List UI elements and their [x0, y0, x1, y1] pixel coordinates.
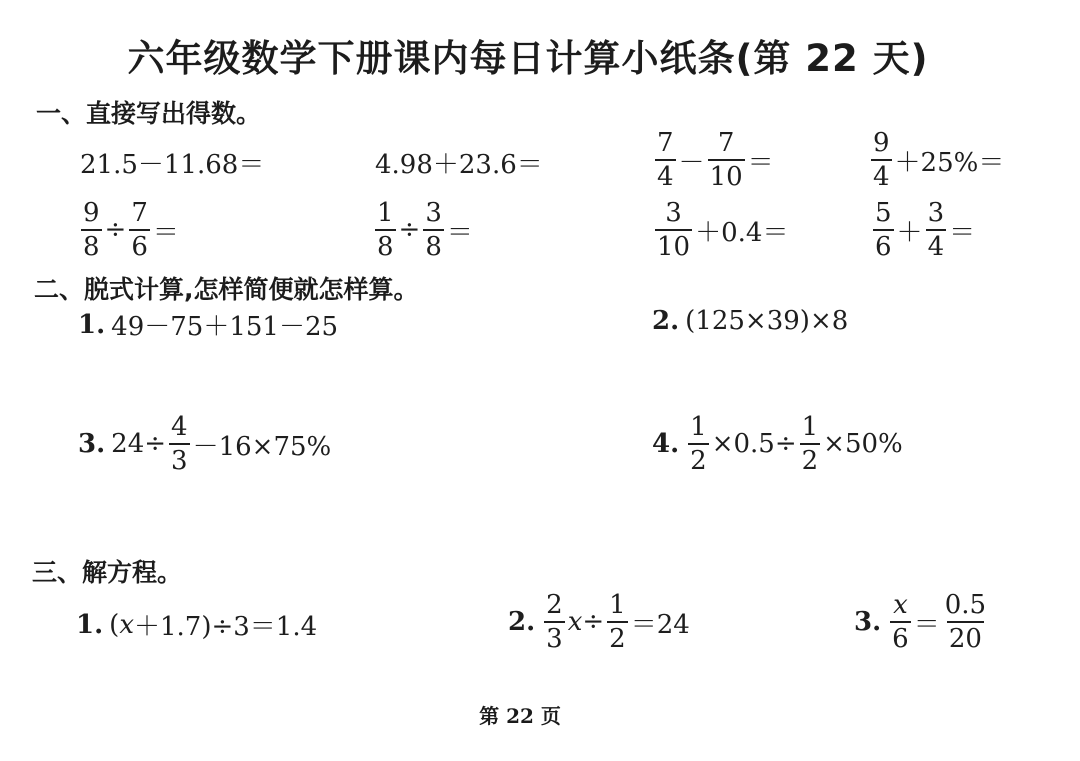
- footer-suffix: 页: [540, 704, 561, 728]
- equals-sign: ＝: [747, 147, 774, 178]
- fraction: [81, 200, 102, 260]
- numerator: x: [893, 590, 908, 620]
- calc-question-3: [78, 414, 331, 474]
- fraction: [655, 200, 692, 260]
- denominator: 8: [81, 229, 102, 260]
- variable-x: x: [567, 607, 583, 637]
- denominator: 20: [947, 621, 984, 652]
- section1-heading: 一、直接写出得数。: [36, 99, 262, 128]
- footer-prefix: 第: [479, 704, 500, 728]
- equals-sign: ＝: [913, 609, 940, 640]
- calc-question-4: [652, 414, 903, 474]
- numerator: 9: [873, 128, 890, 158]
- numerator: 3: [927, 198, 945, 228]
- question-number: 4.: [652, 429, 680, 459]
- section2-heading: 二、脱式计算,怎样简便就怎样算。: [34, 275, 419, 304]
- fraction: [607, 592, 628, 652]
- numerator: 3: [665, 198, 682, 228]
- section3-heading: 三、解方程。: [32, 558, 183, 587]
- expression-part: ＋1.7)÷3＝1.4: [133, 612, 318, 642]
- expression-part: ×0.5÷: [711, 429, 797, 459]
- fraction: [890, 592, 911, 652]
- calc-question-1: [78, 306, 338, 343]
- question-number: 1.: [76, 609, 104, 640]
- fraction: [800, 414, 821, 474]
- denominator: 4: [655, 159, 676, 190]
- numerator: 9: [83, 198, 100, 228]
- problem-1-5: [78, 200, 179, 260]
- equals-sign: ＝: [446, 217, 473, 248]
- denominator: 8: [375, 229, 396, 260]
- question-number: 2.: [508, 607, 536, 637]
- denominator: 6: [129, 229, 150, 260]
- denominator: 2: [688, 443, 709, 474]
- numerator: 1: [690, 412, 707, 442]
- page-number: 22: [506, 704, 534, 728]
- denominator: 10: [655, 229, 692, 260]
- question-expression: 49－75＋151－25: [111, 312, 339, 342]
- variable-x: x: [119, 609, 134, 640]
- fraction: [544, 592, 565, 652]
- numerator: 1: [609, 590, 626, 620]
- question-expression: (125×39)×8: [685, 306, 849, 336]
- expression-part: －16×75%: [192, 431, 332, 462]
- numerator: 7: [131, 198, 148, 228]
- fraction: [688, 414, 709, 474]
- numerator: 2: [546, 590, 563, 620]
- numerator: 4: [171, 412, 188, 442]
- denominator: 2: [800, 443, 821, 474]
- problem-1-7: [652, 200, 788, 260]
- problem-1-2: 4.98＋23.6＝: [375, 150, 543, 180]
- fraction: [655, 130, 676, 190]
- page-footer: [0, 700, 1040, 729]
- denominator: 4: [871, 159, 892, 190]
- fraction: [169, 414, 190, 474]
- denominator: 3: [544, 621, 565, 652]
- equals-sign: ＝: [152, 217, 179, 248]
- fraction: [129, 200, 150, 260]
- problem-1-4: [868, 130, 1004, 190]
- fraction: [375, 200, 396, 260]
- denominator: 6: [890, 621, 911, 652]
- question-number: 1.: [78, 309, 106, 340]
- operator: ＋: [896, 217, 923, 248]
- denominator: 6: [873, 229, 894, 260]
- page-title: 六年级数学下册课内每日计算小纸条(第 22 天): [127, 37, 929, 80]
- operator: ÷: [104, 215, 127, 245]
- operator: ÷: [398, 215, 421, 245]
- fraction: [873, 200, 894, 260]
- problem-1-6: [372, 200, 473, 260]
- denominator: 4: [926, 229, 947, 260]
- expression-part: ×50%: [823, 429, 903, 459]
- numerator: 7: [717, 128, 735, 158]
- numerator: 5: [875, 198, 892, 228]
- denominator: 10: [708, 159, 745, 190]
- numerator: 1: [377, 198, 394, 228]
- fraction: [708, 130, 745, 190]
- numerator: 0.5: [944, 590, 987, 620]
- calc-question-2: [652, 306, 848, 336]
- question-number: 3.: [78, 429, 106, 459]
- equation-2: [508, 592, 690, 652]
- operator: ÷: [582, 607, 605, 637]
- expression-rest: ＋25%＝: [894, 147, 1005, 178]
- denominator: 2: [607, 621, 628, 652]
- fraction: [943, 592, 988, 652]
- numerator: 7: [657, 128, 674, 158]
- fraction: [423, 200, 444, 260]
- expression-part: (: [109, 609, 120, 640]
- expression-part: 24÷: [111, 429, 167, 459]
- equation-1: [76, 606, 317, 643]
- problem-1-1: 21.5－11.68＝: [80, 150, 265, 180]
- problem-1-3: [652, 130, 774, 190]
- operator: －: [678, 147, 705, 178]
- numerator: 3: [425, 198, 442, 228]
- numerator: 1: [801, 412, 819, 442]
- expression-rest: ＋0.4＝: [695, 217, 789, 248]
- fraction: [871, 130, 892, 190]
- fraction: [926, 200, 947, 260]
- question-number: 2.: [652, 306, 680, 336]
- question-number: 3.: [854, 607, 882, 637]
- expression-part: ＝24: [630, 609, 690, 640]
- denominator: 8: [423, 229, 444, 260]
- problem-1-8: [870, 200, 975, 260]
- denominator: 3: [169, 443, 190, 474]
- equals-sign: ＝: [949, 217, 976, 248]
- equation-3: [854, 592, 991, 652]
